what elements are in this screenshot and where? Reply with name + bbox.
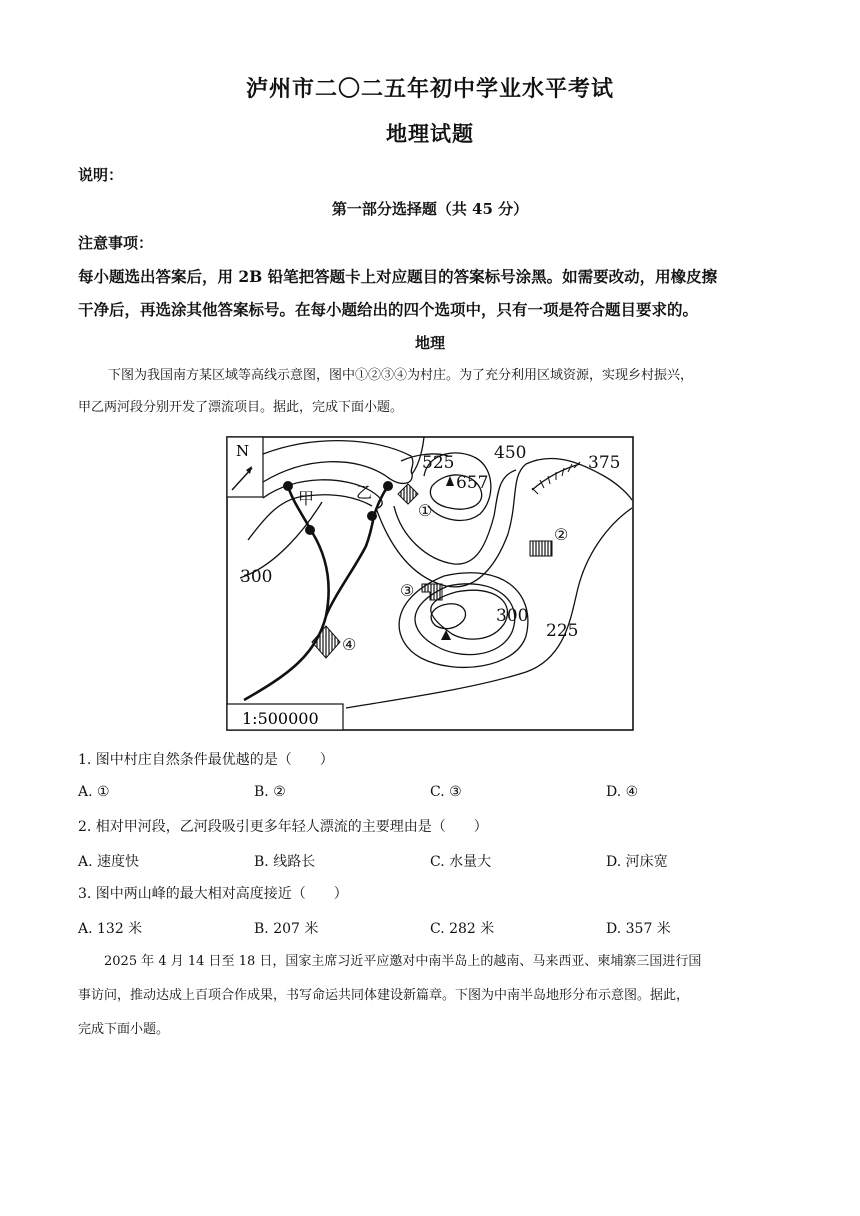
- exam-title: 泸州市二〇二五年初中学业水平考试: [245, 76, 614, 102]
- q3-option-d[interactable]: D. 357 米: [606, 921, 671, 937]
- village-label-1: ①: [418, 501, 433, 520]
- section-title: 地理: [414, 334, 445, 352]
- exam-subtitle: 地理试题: [386, 121, 474, 146]
- q1-option-c[interactable]: C. ③: [430, 784, 462, 800]
- q2-option-c[interactable]: C. 水量大: [430, 854, 492, 870]
- contour-label-450: 450: [494, 443, 527, 463]
- contour-label-525: 525: [422, 453, 455, 473]
- q1-option-b[interactable]: B. ②: [254, 784, 286, 800]
- attention-line-2: 干净后，再选涂其他答案标号。在每小题给出的四个选项中，只有一项是符合题目要求的。: [78, 300, 699, 319]
- part-title: 第一部分选择题（共 45 分）: [331, 200, 529, 218]
- note-label: 说明：: [78, 166, 124, 184]
- q1-option-a[interactable]: A. ①: [78, 784, 110, 800]
- attention-line-1: 每小题选出答案后，用 2B 铅笔把答题卡上对应题目的答案标号涂黑。如需要改动，用橡皮擦: [78, 267, 718, 286]
- village-label-4: ④: [342, 635, 357, 654]
- passage2-line-2: 事访问，推动达成上百项合作成果，书写命运共同体建设新篇章。下图为中南半岛地形分布示意图。据此，: [78, 988, 690, 1003]
- passage1-line-1: 下图为我国南方某区域等高线示意图，图中①②③④为村庄。为了充分利用区域资源，实现乡村振兴，: [108, 368, 694, 383]
- contour-label-300-left: 300: [240, 567, 273, 587]
- question-3-stem: 3. 图中两山峰的最大相对高度接近（ ）: [78, 886, 348, 902]
- question-2-stem: 2. 相对甲河段，乙河段吸引更多年轻人漂流的主要理由是（ ）: [78, 819, 488, 835]
- scale-label: 1:500000: [242, 709, 319, 728]
- passage2-line-3: 完成下面小题。: [78, 1022, 170, 1037]
- village-label-2: ②: [554, 525, 569, 544]
- contour-label-225: 225: [546, 621, 579, 641]
- contour-label-300-south: 300: [496, 606, 529, 626]
- passage2-line-1: 2025 年 4 月 14 日至 18 日，国家主席习近平应邀对中南半岛上的越南、马来西亚、柬埔寨三国进行国: [104, 954, 702, 969]
- q3-option-b[interactable]: B. 207 米: [254, 921, 319, 937]
- question-1-stem: 1. 图中村庄自然条件最优越的是（ ）: [78, 752, 334, 768]
- q2-option-b[interactable]: B. 线路长: [254, 854, 316, 870]
- q1-option-d[interactable]: D. ④: [606, 784, 639, 800]
- contour-map: [226, 436, 634, 731]
- contour-label-375: 375: [588, 453, 621, 473]
- contour-label-657: 657: [456, 473, 489, 493]
- village-2-icon: [530, 541, 552, 556]
- river-label-yi: 乙: [356, 483, 373, 502]
- passage1-line-2: 甲乙两河段分别开发了漂流项目。据此，完成下面小题。: [78, 400, 404, 415]
- north-label: N: [236, 442, 250, 460]
- q2-option-a[interactable]: A. 速度快: [78, 854, 140, 870]
- attention-label: 注意事项：: [78, 234, 154, 252]
- q3-option-c[interactable]: C. 282 米: [430, 921, 495, 937]
- village-label-3: ③: [400, 581, 415, 600]
- river-label-jia: 甲: [298, 489, 315, 508]
- q3-option-a[interactable]: A. 132 米: [78, 921, 143, 937]
- q2-option-d[interactable]: D. 河床宽: [606, 854, 668, 870]
